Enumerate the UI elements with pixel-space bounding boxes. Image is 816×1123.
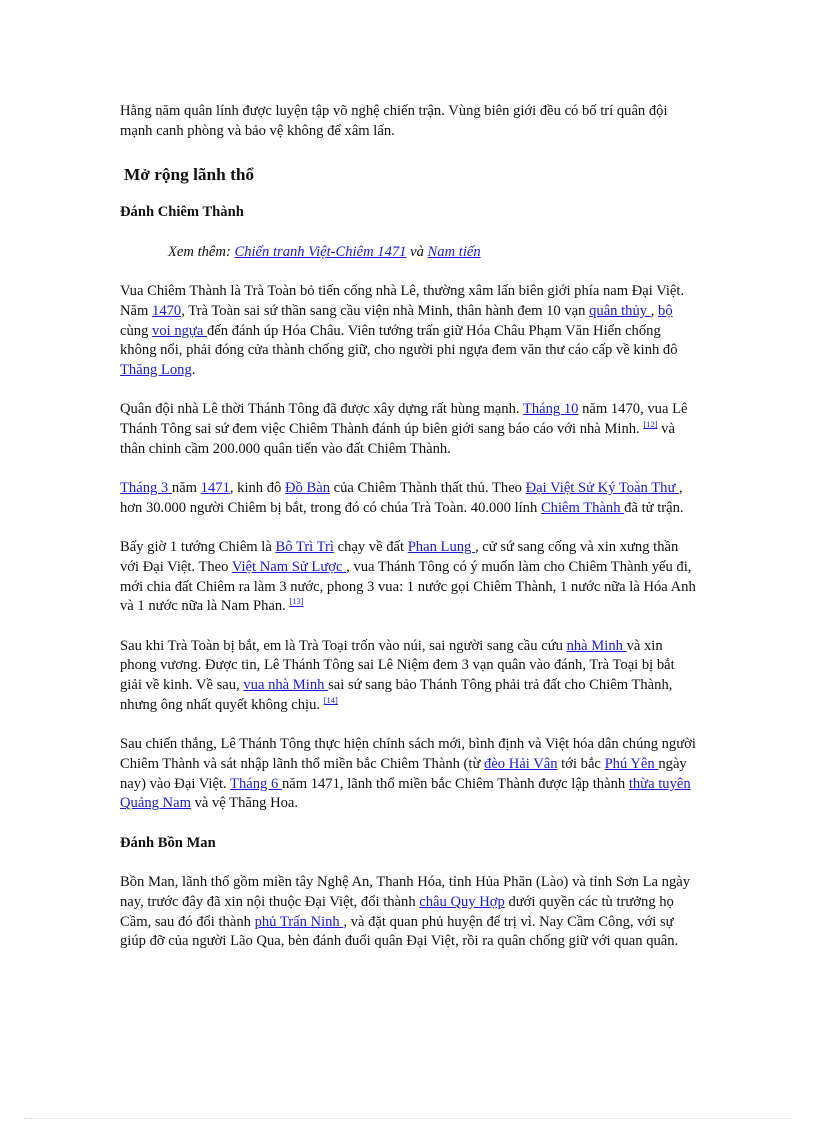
- link-phan-lung[interactable]: Phan Lung: [407, 539, 475, 556]
- link-phu-yen[interactable]: Phú Yên: [604, 755, 659, 772]
- link-chien-tranh-viet-chiem[interactable]: Chiến tranh Việt-Chiêm 1471: [234, 243, 407, 260]
- link-thang-3[interactable]: Tháng 3: [120, 480, 172, 497]
- link-chiem-thanh[interactable]: Chiêm Thành: [540, 499, 625, 516]
- champa-paragraph-6: Sau chiến thắng, Lê Thánh Tông thực hiện chính sách mới, bình định và Việt hóa dân chúng người Chiêm Thành và sát nhập lãnh thổ miền bắc Chiêm Thành (từ đèo Hải Vân tới bắc Phú Yên ngày nay) vào Đại Việt. Tháng 6 năm 1471, lãnh thổ miền bắc Chiêm Thành được lập thành thừa tuyên Quảng Nam và vệ Thăng Hoa.: [120, 736, 696, 812]
- link-voi-ngua[interactable]: voi ngựa: [152, 322, 207, 339]
- reference-12[interactable]: [12]: [643, 419, 658, 430]
- link-thang-long[interactable]: Thăng Long: [120, 362, 192, 378]
- link-bo-tri-tri[interactable]: Bô Trì Trì: [275, 539, 334, 556]
- link-quan-thuy[interactable]: quân thủy: [589, 302, 651, 319]
- link-chau-quy-hop[interactable]: châu Quy Hợp: [419, 893, 505, 910]
- link-1471[interactable]: 1471: [200, 480, 230, 497]
- bonman-heading: Đánh Bồn Man: [120, 834, 216, 851]
- section-title: Mở rộng lãnh thổ: [124, 165, 255, 185]
- link-bo[interactable]: bộ: [658, 302, 673, 319]
- champa-paragraph-2: Quân đội nhà Lê thời Thánh Tông đã được xây dựng rất hùng mạnh. Tháng 10 năm 1470, vua Lê Thánh Tông sai sứ đem việc Chiêm Thành đánh úp biên giới sang báo cáo với nhà Minh. [12] và thân chinh cầm 200.000 quân tiến vào đất Chiêm Thành.: [120, 401, 688, 457]
- link-nam-tien[interactable]: Nam tiến: [427, 243, 481, 260]
- champa-heading: Đánh Chiêm Thành: [120, 204, 244, 221]
- link-viet-nam-su-luoc[interactable]: Việt Nam Sử Lược: [231, 558, 347, 575]
- page-bottom-divider: [24, 1118, 792, 1119]
- link-thua-tuyen-quang-nam[interactable]: thừa tuyên Quảng Nam: [120, 775, 691, 812]
- reference-14[interactable]: [14]: [323, 695, 338, 706]
- intro-paragraph: Hằng năm quân lính được luyện tập võ nghệ chiến trận. Vùng biên giới đều có bố trí quân đội mạnh canh phòng và bảo vệ không để xâm lấn.: [120, 103, 668, 139]
- link-do-ban[interactable]: Đồ Bàn: [285, 480, 330, 497]
- link-1470[interactable]: 1470: [152, 302, 182, 319]
- champa-paragraph-3: Tháng 3 năm 1471, kinh đô Đồ Bàn của Chiêm Thành thất thủ. Theo Đại Việt Sử Ký Toàn Thư , hơn 30.000 người Chiêm bị bắt, trong đó có chúa Trà Toàn. 40.000 lính Chiêm Thành đã tử trận.: [120, 480, 684, 516]
- link-nha-minh[interactable]: nhà Minh: [566, 637, 627, 654]
- see-also-line: Xem thêm: Chiến tranh Việt-Chiêm 1471 và Nam tiến: [168, 243, 481, 260]
- reference-13[interactable]: [13]: [289, 596, 304, 607]
- link-thang-6[interactable]: Tháng 6: [230, 775, 282, 792]
- bonman-paragraph-1: Bồn Man, lãnh thổ gồm miền tây Nghệ An, Thanh Hóa, tỉnh Hủa Phăn (Lào) và tỉnh Sơn La ngày nay, trước đây đã xin nội thuộc Đại Việt, đổi thành châu Quy Hợp dưới quyền các tù trưởng họ Cầm, sau đó đổi thành phủ Trấn Ninh , và đặt quan phủ huyện để trị vì. Nay Cầm Công, với sự giúp đỡ của người Lão Qua, bèn đánh đuổi quân Đại Việt, rồi ra quân chống giữ với quan quân.: [120, 874, 691, 950]
- champa-paragraph-4: Bấy giờ 1 tướng Chiêm là Bô Trì Trì chạy về đất Phan Lung , cử sứ sang cống và xin xưng thần với Đại Việt. Theo Việt Nam Sử Lược , vua Thánh Tông có ý muốn làm cho Chiêm Thành yếu đi, mới chia đất Chiêm ra làm 3 nước, phong 3 vua: 1 nước gọi Chiêm Thành, 1 nước nữa là Hóa Anh và 1 nước nữa là Nam Phan. [13]: [120, 539, 696, 615]
- link-deo-hai-van[interactable]: đèo Hải Vân: [484, 755, 558, 772]
- link-dai-viet-su-ky-toan-thu[interactable]: Đại Việt Sử Ký Toàn Thư: [525, 480, 680, 497]
- link-vua-nha-minh[interactable]: vua nhà Minh: [243, 677, 329, 694]
- link-phu-tran-ninh[interactable]: phủ Trấn Ninh: [254, 913, 344, 930]
- champa-paragraph-1: Vua Chiêm Thành là Trà Toàn bỏ tiến cống nhà Lê, thường xâm lấn biên giới phía nam Đại Việt. Năm 1470, Trà Toàn sai sứ thần sang cầu viện nhà Minh, thân hành đem 10 vạn quân thủy , bộ cùng voi ngựa đến đánh úp Hóa Châu. Viên tướng trấn giữ Hóa Châu Phạm Văn Hiển chống không nổi, phải đóng cửa thành chống giữ, cho người phi ngựa đem văn thư cáo cấp về kinh đô Thăng Long.: [120, 283, 685, 378]
- link-thang-10[interactable]: Tháng 10: [522, 401, 579, 418]
- champa-paragraph-5: Sau khi Trà Toàn bị bắt, em là Trà Toại trốn vào núi, sai người sang cầu cứu nhà Minh và xin phong vương. Được tin, Lê Thánh Tông sai Lê Niệm đem 3 vạn quân vào đánh, Trà Toại bị bắt giải về kinh. Về sau, vua nhà Minh sai sứ sang bảo Thánh Tông phải trả đất cho Chiêm Thành, nhưng ông nhất quyết không chịu. [14]: [120, 637, 675, 713]
- document-body: [120, 102, 700, 952]
